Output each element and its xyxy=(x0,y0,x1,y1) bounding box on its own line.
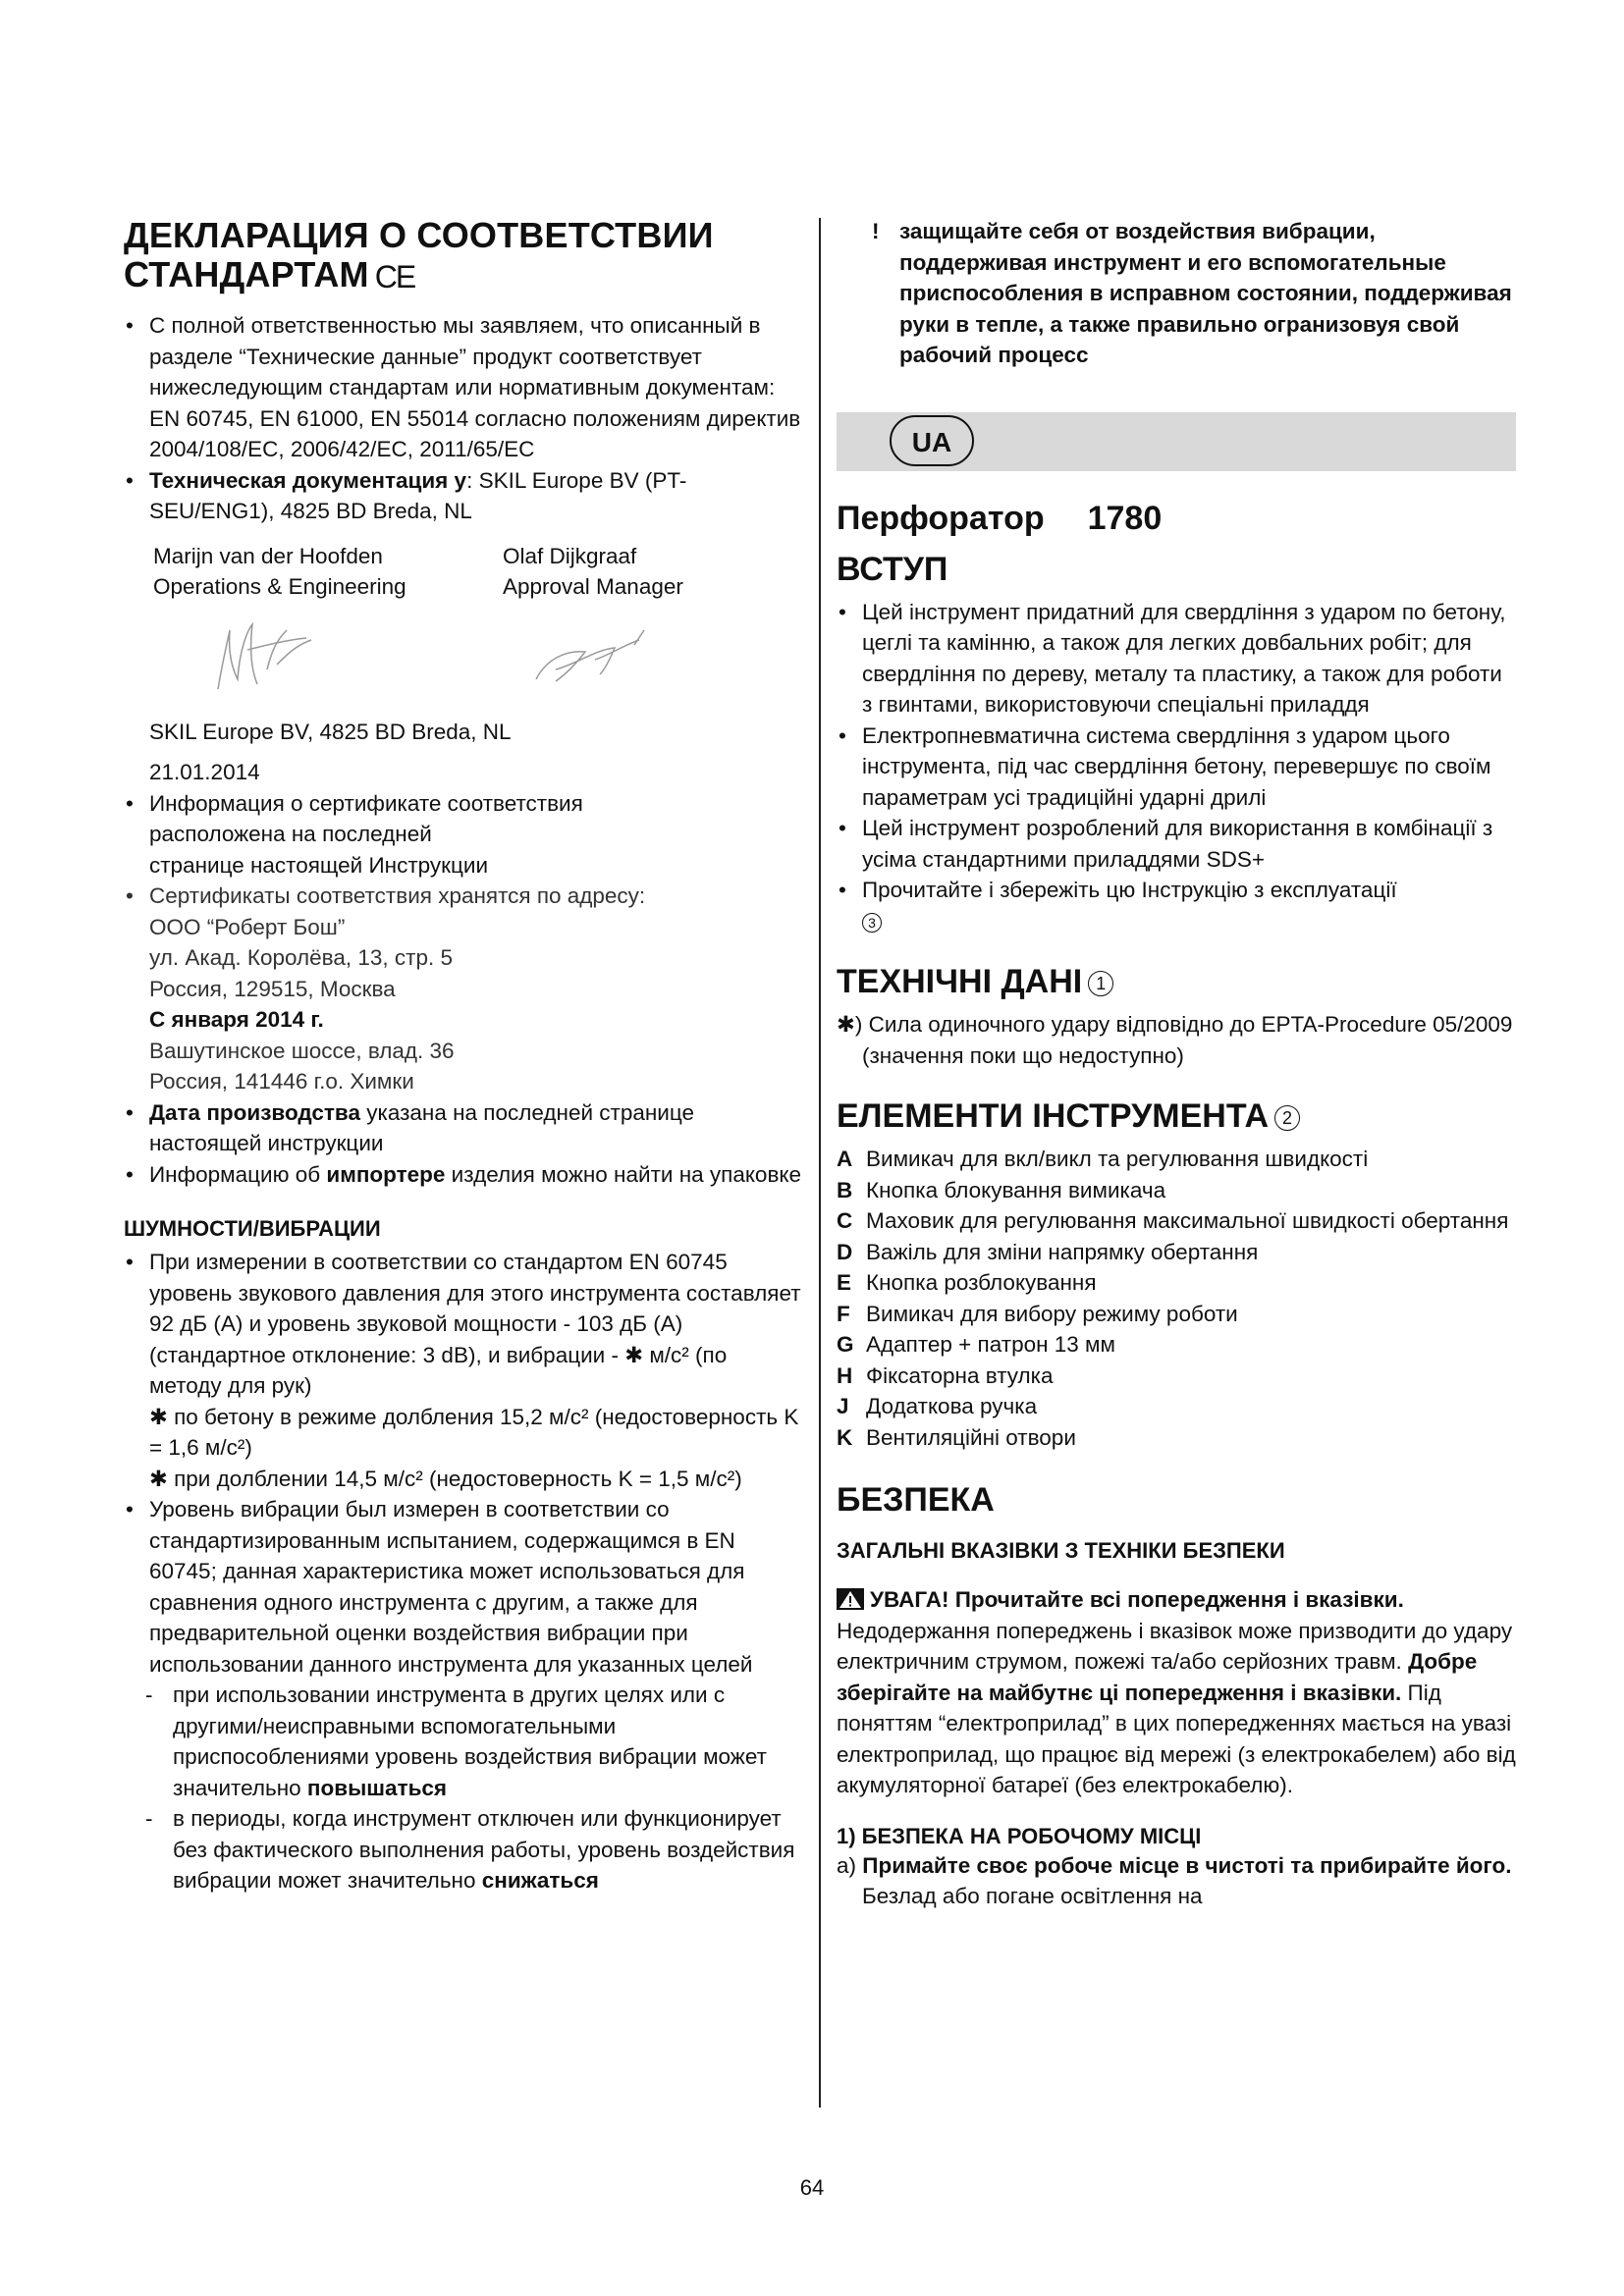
title-line-2: СТАНДАРТАМ xyxy=(124,254,369,294)
ce-mark-icon: CE xyxy=(374,259,415,295)
part-item: H Фіксаторна втулка xyxy=(837,1362,1054,1388)
part-item: B Кнопка блокування вимикача xyxy=(837,1177,1166,1202)
vibration-protect-note: ! защищайте себя от воздействия вибрации, поддерживая инструмент и его вспомогательные приспособления в исправном состоянии, поддерживая руки в тепле, а также правильно огранизовуя свой рабочий процесс xyxy=(872,219,1512,367)
general-safety-heading: ЗАГАЛЬНІ ВКАЗІВКИ З ТЕХНІКИ БЕЗПЕКИ xyxy=(837,1538,1285,1563)
general-warning: УВАГА! Прочитайте всі попередження і вказівки. Недодержання попереджень і вказівок може призводити до удару електричним струмом, пожежі та/або серйозних травм. Добре зберігайте на майбутнє ці попередження і вказівки. Під поняттям “електроприлад” в цих попередженнях мається на увазі електроприлад, що працює від мережі (з електрокабелем) або від акумуляторної батареї (без електрокабелю). xyxy=(837,1587,1516,1797)
language-band xyxy=(837,412,1516,471)
tech-note: ✱) Сила одиночного удару відповідно до EPTA-Procedure 05/2009 (значення поки що недоступно) xyxy=(837,1012,1513,1068)
part-item: J Додаткова ручка xyxy=(837,1394,1038,1418)
signer-2-role: Approval Manager xyxy=(503,574,683,600)
workplace-heading: 1) БЕЗПЕКА НА РОБОЧОМУ МІСЦІ xyxy=(837,1823,1202,1848)
intro-heading: ВСТУП xyxy=(837,550,948,588)
tech-doc-bullet: • Техническая документация у: SKIL Europe BV (PT-SEU/ENG1), 4825 BD Breda, NL xyxy=(124,465,801,527)
language-badge: UA xyxy=(890,415,974,466)
column-divider xyxy=(819,218,821,2108)
declaration-bullet: • С полной ответственностью мы заявляем, что описанный в разделе “Технические данные” продукт соответствует нижеследующим стандартам или нормативным документам: EN 60745, EN 61000, EN 55014 согласно положениям директив 2004/108/EC, 2006/42/EC, 2011/65/EC xyxy=(124,310,801,465)
company-line: SKIL Europe BV, 4825 BD Breda, NL xyxy=(149,719,512,744)
safety-heading: БЕЗПЕКА xyxy=(837,1481,995,1519)
figure-1-icon: 1 xyxy=(1088,971,1113,996)
signer-1-role: Operations & Engineering xyxy=(153,574,406,600)
production-date-bullet: • Дата производства указана на последней странице настоящей инструкции xyxy=(124,1097,801,1159)
warning-triangle-icon xyxy=(837,1588,864,1610)
right-column xyxy=(837,216,1516,1912)
intro-bullet: • Електропневматична система свердління з ударом цього інструмента, під час свердління бетону, перевершує по своїм параметрам усі традиційні ударні дрилі xyxy=(837,721,1516,814)
part-item: A Вимикач для вкл/викл та регулювання швидкості xyxy=(837,1147,1369,1171)
signer-2-name: Olaf Dijkgraaf xyxy=(503,543,637,568)
declaration-date: 21.01.2014 xyxy=(149,760,260,785)
workplace-item-a: а) Примайте своє робоче місце в чистоті та прибирайте його. Безлад або погане освітлення на xyxy=(837,1852,1512,1908)
signature-1-icon xyxy=(179,611,355,699)
cert-info-bullet: • Информация о сертификате соответствия расположена на последней странице настоящей Инструкции xyxy=(124,788,801,881)
part-item: K Вентиляційні отвори xyxy=(837,1424,1076,1450)
signatures xyxy=(124,603,801,711)
vibration-dash-1: - при использовании инструмента в других целях или с другими/неисправными вспомогательными приспособлениями уровень воздействия вибрации может значительно повышаться xyxy=(124,1680,801,1803)
intro-bullet: • Цей інструмент придатний для свердління з ударом по бетону, цеглі та камінню, а також для легких довбальних робіт; для свердління по дереву, металу та пластику, а також для роботи з гвинтами, використовуючи спеціальні приладдя xyxy=(837,597,1516,721)
noise-sub-2: ✱ при долблении 14,5 м/с² (недостоверность K = 1,5 м/с²) xyxy=(149,1466,742,1491)
signatories xyxy=(124,541,801,603)
vibration-dash-2: - в периоды, когда инструмент отключен или функционирует без фактического выполнения работы, уровень воздействия вибрации может значительно снижаться xyxy=(124,1803,801,1896)
vibration-bullet: • Уровень вибрации был измерен в соответствии со стандартизированным испытанием, содержащимся в EN 60745; данная характеристика может использоваться для сравнения одного инструмента с другим, а также для предварительной оценки воздействия вибрации при использовании данного инструмента для указанных целей xyxy=(124,1494,801,1680)
page-number: 64 xyxy=(799,2175,825,2200)
intro-bullet: • Цей інструмент розроблений для використання в комбінації з усіма стандартними приладдями SDS+ xyxy=(837,813,1516,875)
part-item: G Адаптер + патрон 13 мм xyxy=(837,1332,1115,1357)
parts-list xyxy=(837,1144,1516,1453)
tech-data-heading: ТЕХНІЧНІ ДАНІ 1 xyxy=(837,962,1516,1001)
part-item: F Вимикач для вибору режиму роботи xyxy=(837,1301,1238,1326)
elements-heading: ЕЛЕМЕНТИ ІНСТРУМЕНТА 2 xyxy=(837,1096,1516,1136)
part-item: C Маховик для регулювання максимальної швидкості обертання xyxy=(837,1208,1509,1233)
declaration-title xyxy=(124,216,801,296)
noise-bullet: • При измерении в соответствии со стандартом EN 60745 уровень звукового давления для этого инструмента составляет 92 дБ (A) и уровень звуковой мощности - 103 дБ (A) (стандартное отклонение: 3 dB), и вибрации - ✱ м/с² (по методу для рук) ✱ по бетону в режиме долбления 15,2 м/с² (недостоверность K = 1,6 м/с²) ✱ при долблении 14,5 м/с² (недостоверность K = 1,5 м/с²) xyxy=(124,1247,801,1494)
figure-3-icon: 3 xyxy=(862,913,882,933)
title-line-1: ДЕКЛАРАЦИЯ О СООТВЕТСТВИИ xyxy=(124,215,714,255)
intro-list xyxy=(837,597,1516,937)
noise-sub-1: ✱ по бетону в режиме долбления 15,2 м/с² (недостоверность K = 1,6 м/с²) xyxy=(149,1404,799,1461)
part-item: D Важіль для зміни напрямку обертання xyxy=(837,1239,1259,1264)
intro-bullet: • Прочитайте і збережіть цю Інструкцію з експлуатації 3 xyxy=(837,875,1516,936)
importer-bullet: • Информацию об импортере изделия можно найти на упаковке xyxy=(124,1159,801,1191)
figure-2-icon: 2 xyxy=(1274,1105,1300,1131)
cert-storage-bullet: • Сертификаты соответствия хранятся по адресу: ООО “Роберт Бош” ул. Акад. Королёва, 13, стр. 5 Россия, 129515, Москва С января 2014 г. Вашутинское шоссе, влад. 36 Россия, 141446 г.о. Химки xyxy=(124,881,801,1097)
noise-heading: ШУМНОСТИ/ВИБРАЦИИ xyxy=(124,1216,381,1242)
signer-1-name: Marijn van der Hoofden xyxy=(153,543,383,568)
signature-2-icon xyxy=(516,620,674,699)
product-title: Перфоратор 1780 xyxy=(837,499,1163,537)
part-item: E Кнопка розблокування xyxy=(837,1270,1097,1295)
left-column xyxy=(124,216,801,1896)
